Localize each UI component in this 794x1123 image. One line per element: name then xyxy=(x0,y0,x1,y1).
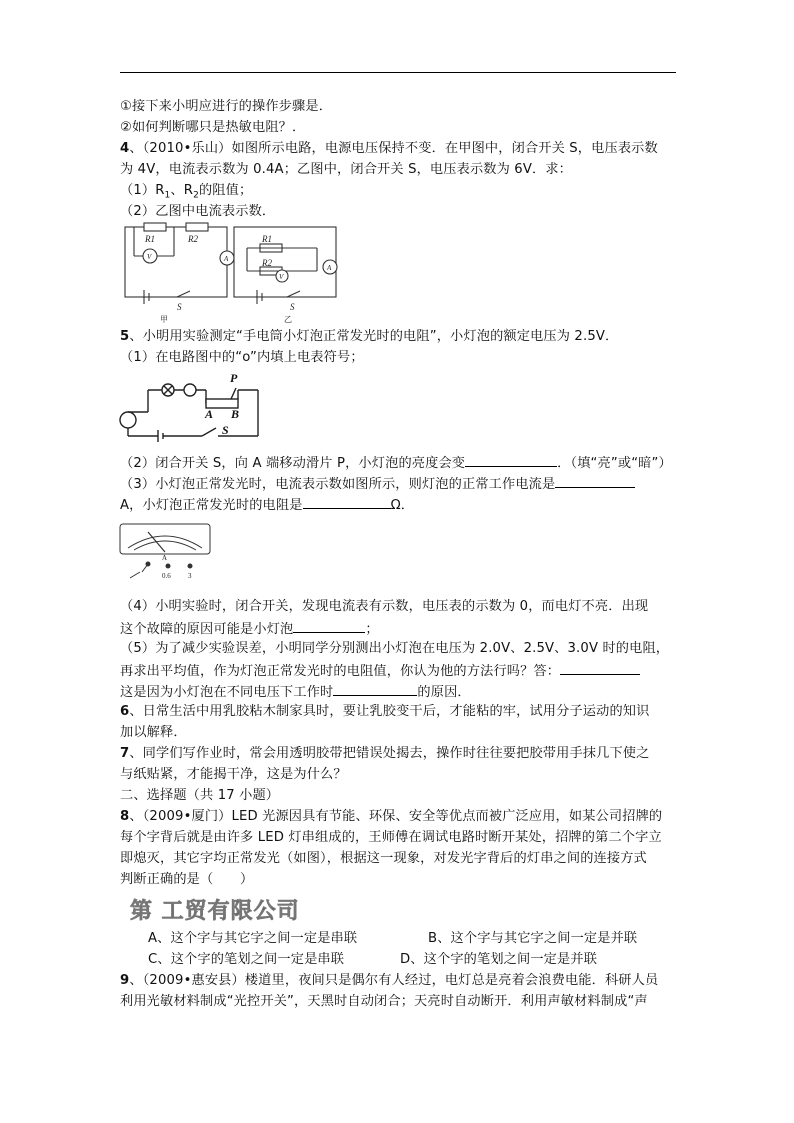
text-line: 即熄灭，其它字均正常发光（如图），根据这一现象，对发光字背后的灯串之间的连接方式 xyxy=(120,851,647,866)
answer-blank[interactable] xyxy=(560,660,640,675)
answer-blank[interactable] xyxy=(555,473,635,488)
text-line: ②如何判断哪只是热敏电阻？． xyxy=(120,120,306,135)
svg-text:3: 3 xyxy=(188,572,192,580)
text-line: （3）小灯泡正常发光时，电流表示数如图所示，则灯泡的正常工作电流是 xyxy=(120,473,635,495)
text-line: 这是因为小灯泡在不同电压下工作时 的原因． xyxy=(120,681,471,703)
svg-text:A: A xyxy=(224,255,229,263)
text-line: A，小灯泡正常发光时的电阻是 Ω． xyxy=(120,494,414,516)
question-6: 6、日常生活中用乳胶粘木制家具时，要让乳胶变干后，才能粘的牢，试用分子运动的知识 xyxy=(120,704,650,719)
header-rule xyxy=(120,72,676,73)
svg-text:R2: R2 xyxy=(188,234,198,244)
text-line: 再求出平均值，作为灯泡正常发光时的电阻值，你认为他的方法行吗？答： xyxy=(120,660,640,682)
text-line: ①接下来小明应进行的操作步骤是． xyxy=(120,99,333,114)
option-c[interactable]: C、这个字的笔划之间一定是串联 xyxy=(148,952,345,967)
circuit-figure-q4 xyxy=(122,222,352,324)
svg-text:乙: 乙 xyxy=(284,315,292,324)
svg-text:P: P xyxy=(230,371,238,385)
svg-text:A: A xyxy=(327,264,332,272)
sign-image xyxy=(128,893,300,925)
circuit-figure-q5 xyxy=(118,370,268,446)
svg-text:R1: R1 xyxy=(145,234,155,244)
option-d[interactable]: D、这个字的笔划之间一定是并联 xyxy=(400,952,598,967)
answer-blank[interactable] xyxy=(293,618,365,633)
svg-text:R1: R1 xyxy=(262,234,272,244)
section-heading: 二、选择题（共 17 小题） xyxy=(120,788,280,803)
question-4: 4、（2010•乐山）如图所示电路，电源电压保持不变．在甲图中，闭合开关 S，电压表示数 xyxy=(120,141,658,156)
text-line: 判断正确的是（ ） xyxy=(120,872,254,887)
text-line: （1）在电路图中的“o”内填上电表符号； xyxy=(120,350,364,365)
svg-text:S: S xyxy=(177,302,182,312)
svg-text:S: S xyxy=(290,302,295,312)
svg-text:B: B xyxy=(231,407,240,421)
text-line: （5）为了减少实验误差，小明同学分别测出小灯泡在电压为 2.0V、2.5V、3.0V 时的电阻， xyxy=(120,641,670,656)
text-line: （2）闭合开关 S，向 A 端移动滑片 P，小灯泡的亮度会变 ．（填“亮”或“暗”） xyxy=(120,452,672,474)
svg-text:S: S xyxy=(222,423,229,437)
text-line: $(1)R_1$、$R_2$的阻值； xyxy=(120,183,253,201)
svg-text:V: V xyxy=(147,253,152,261)
svg-text:A: A xyxy=(205,407,214,421)
svg-text:0.6: 0.6 xyxy=(162,572,171,580)
answer-blank[interactable] xyxy=(465,452,557,467)
text-line: 为 4V，电流表示数为 0.4A；乙图中，闭合开关 S，电压表示数为 6V．求： xyxy=(120,162,573,177)
svg-text:V: V xyxy=(279,273,284,281)
ammeter-figure xyxy=(118,522,213,586)
text-line: 每个字背后就是由许多 LED 灯串组成的，王师傅在调试电路时断开某处，招牌的第二个字立 xyxy=(120,830,662,845)
question-5: 5、小明用实验测定“手电筒小灯泡正常发光时的电阻”，小灯泡的额定电压为 2.5V． xyxy=(120,329,619,344)
text-line: 加以解释． xyxy=(120,725,187,740)
text-line: 这个故障的原因可能是小灯泡 ； xyxy=(120,618,379,640)
text-line: （2）乙图中电流表示数． xyxy=(120,204,276,219)
svg-text:甲: 甲 xyxy=(160,315,168,324)
question-8: 8、（2009•厦门）LED 光源因具有节能、环保、安全等优点而被广泛应用，如某公司招牌的 xyxy=(120,809,663,824)
question-7: 7、同学们写作业时，常会用透明胶带把错误处揭去，操作时往往要把胶带用手抹几下使之 xyxy=(120,746,650,761)
text-line: （4）小明实验时，闭合开关，发现电流表有示数，电压表的示数为 0，而电灯不亮．出现 xyxy=(120,599,649,614)
option-b[interactable]: B、这个字与其它字之间一定是并联 xyxy=(428,931,638,946)
text-line: 与纸贴紧，才能揭干净，这是为什么？ xyxy=(120,767,347,782)
text-line: 利用光敏材料制成“光控开关”，天黑时自动闭合；天亮时自动断开．利用声敏材料制成“声 xyxy=(120,994,648,1009)
question-9: 9、（2009•惠安县）楼道里，夜间只是偶尔有人经过，电灯总是亮着会浪费电能．科研人员 xyxy=(120,973,659,988)
answer-blank[interactable] xyxy=(333,681,417,696)
option-a[interactable]: A、这个字与其它字之间一定是串联 xyxy=(148,931,358,946)
svg-text:第 工贸有限公司: 第 工贸有限公司 xyxy=(130,899,300,924)
answer-blank[interactable] xyxy=(303,494,391,509)
svg-text:A: A xyxy=(162,554,168,562)
svg-text:R2: R2 xyxy=(262,258,272,268)
